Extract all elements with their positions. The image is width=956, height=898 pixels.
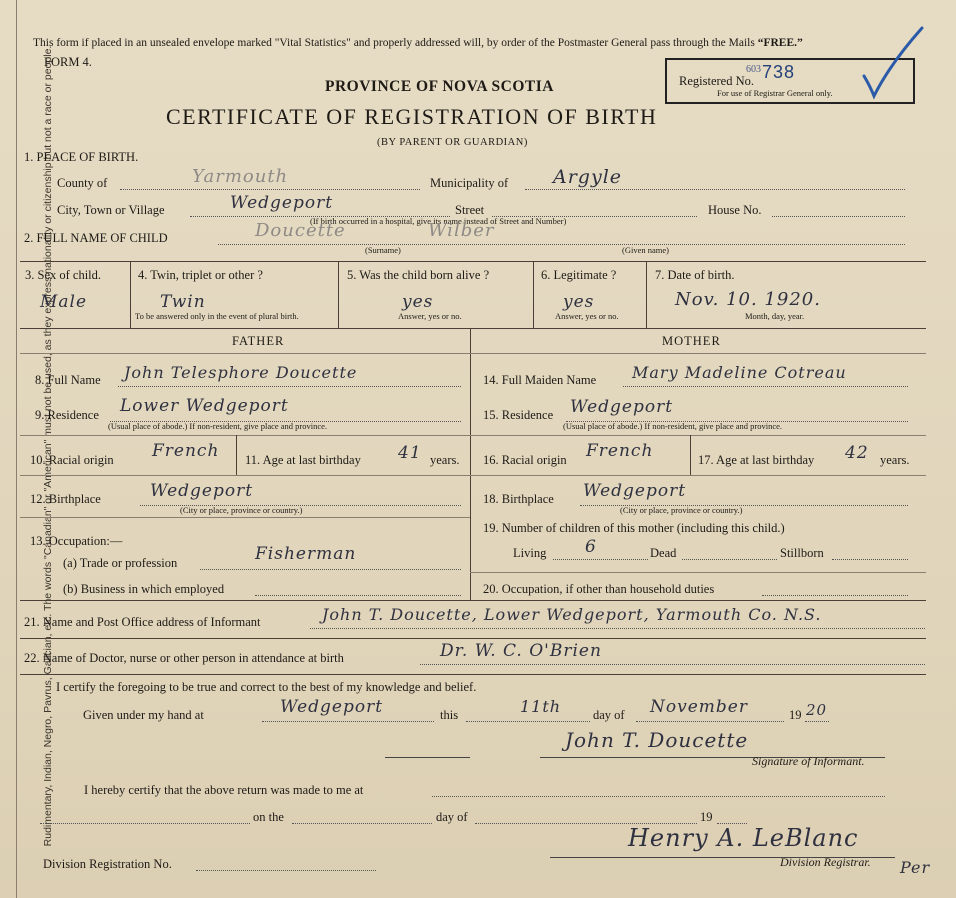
division-registration-label: Division Registration No. — [43, 857, 172, 871]
father-residence-note: (Usual place of abode.) If non-resident, give place and province. — [108, 421, 328, 431]
dob-label: 7. Date of birth. — [655, 268, 735, 282]
registered-overwrite: 603 — [746, 64, 761, 75]
mother-racial-label: 16. Racial origin — [483, 453, 567, 467]
father-birthplace-note: (City or place, province or country.) — [180, 505, 303, 515]
mother-name-value: Mary Madeline Cotreau — [632, 363, 847, 382]
registered-label: Registered No. — [679, 74, 754, 88]
dead-label: Dead — [650, 546, 677, 560]
mother-racial-value: French — [586, 441, 654, 461]
given-place-value: Wedgeport — [280, 697, 384, 717]
registered-number: 738 — [762, 62, 796, 82]
county-label: County of — [57, 176, 108, 190]
postal-notice: This form if placed in an unsealed envelope marked "Vital Statistics" and properly addressed will, by order of the Postmaster General pass through the Mails “FREE.” — [33, 37, 803, 49]
given-caption: (Given name) — [622, 245, 669, 255]
living-label: Living — [513, 546, 547, 560]
legitimate-label: 6. Legitimate ? — [541, 268, 617, 282]
father-racial-value: French — [152, 441, 220, 461]
hospital-note: (If birth occurred in a hospital, give its name instead of Street and Number) — [310, 216, 567, 226]
mother-birthplace-label: 18. Birthplace — [483, 492, 554, 506]
mother-residence-value: Wedgeport — [570, 397, 674, 417]
alive-label: 5. Was the child born alive ? — [347, 268, 490, 282]
mother-age-label: 17. Age at last birthday — [698, 453, 815, 467]
city-label: City, Town or Village — [57, 203, 165, 217]
father-age-value: 41 — [398, 443, 422, 463]
father-residence-label: 9. Residence — [35, 408, 99, 422]
mother-birthplace-note: (City or place, province or country.) — [620, 505, 743, 515]
mother-years-label: years. — [880, 453, 910, 467]
twin-label: 4. Twin, triplet or other ? — [138, 268, 263, 282]
place-of-birth-label: 1. PLACE OF BIRTH. — [24, 150, 139, 164]
registrar-signature-caption: Division Registrar. — [780, 855, 871, 869]
margin-rule — [16, 0, 17, 898]
father-birthplace-label: 12. Birthplace — [30, 492, 101, 506]
father-birthplace-value: Wedgeport — [150, 481, 254, 501]
registrar-note: For use of Registrar General only. — [717, 88, 833, 98]
form-number: FORM 4. — [44, 55, 92, 69]
trade-label: (a) Trade or profession — [63, 556, 178, 570]
municipality-value: Argyle — [553, 166, 623, 188]
given-under-label: Given under my hand at — [83, 708, 204, 722]
father-heading: FATHER — [232, 334, 285, 348]
alive-value: yes — [402, 292, 434, 312]
day-of-label: day of — [593, 708, 625, 722]
father-residence-value: Lower Wedgeport — [120, 396, 289, 416]
mother-birthplace-value: Wedgeport — [583, 481, 687, 501]
dob-value: Nov. 10. 1920. — [675, 289, 821, 310]
informant-value: John T. Doucette, Lower Wedgeport, Yarmouth Co. N.S. — [322, 605, 822, 624]
living-value: 6 — [585, 537, 597, 557]
sex-label: 3. Sex of child. — [25, 268, 102, 282]
informant-signature: John T. Doucette — [565, 728, 749, 752]
occupation-label: 13. Occupation:— — [30, 534, 123, 548]
page-subtitle: (BY PARENT OR GUARDIAN) — [377, 137, 528, 148]
legitimate-value: yes — [563, 292, 595, 312]
certification-statement: I certify the foregoing to be true and correct to the best of my knowledge and belief. — [56, 680, 477, 694]
house-label: House No. — [708, 203, 762, 217]
checkmark-icon — [850, 24, 930, 114]
father-age-label: 11. Age at last birthday — [245, 453, 361, 467]
legitimate-note: Answer, yes or no. — [555, 311, 619, 321]
year-prefix: 19 — [789, 708, 802, 722]
child-surname-value: Doucette — [255, 220, 346, 241]
province-heading: PROVINCE OF NOVA SCOTIA — [325, 78, 554, 95]
doctor-value: Dr. W. C. O'Brien — [440, 641, 602, 661]
stillborn-label: Stillborn — [780, 546, 824, 560]
business-label: (b) Business in which employed — [63, 582, 225, 596]
children-count-label: 19. Number of children of this mother (including this child.) — [483, 521, 785, 535]
sex-value: Male — [40, 292, 88, 312]
informant-label: 21. Name and Post Office address of Informant — [24, 615, 261, 629]
page-title: CERTIFICATE OF REGISTRATION OF BIRTH — [166, 104, 658, 129]
trade-value: Fisherman — [255, 544, 357, 564]
alive-note: Answer, yes or no. — [398, 311, 462, 321]
father-name-value: John Telesphore Doucette — [124, 363, 358, 382]
father-racial-label: 10. Racial origin — [30, 453, 114, 467]
side-margin-note: Rudimentary, Indian, Negro, Pavrus, Gallcian, etc. The words "Canadian" or "American" must not be used, as they express nationality or citizenship but not a race or people. — [42, 45, 54, 847]
mother-residence-note: (Usual place of abode.) If non-resident, give place and province. — [563, 421, 783, 431]
municipality-label: Municipality of — [430, 176, 509, 190]
street-label: Street — [455, 203, 485, 217]
mother-residence-label: 15. Residence — [483, 408, 554, 422]
twin-value: Twin — [160, 292, 206, 312]
doctor-label: 22. Name of Doctor, nurse or other person in attendance at birth — [24, 651, 344, 665]
informant-signature-caption: Signature of Informant. — [752, 754, 865, 768]
day-value: 11th — [520, 697, 562, 716]
twin-note: To be answered only in the event of plural birth. — [135, 311, 299, 321]
father-name-label: 8. Full Name — [35, 373, 101, 387]
registrar-signature: Henry A. LeBlanc — [628, 824, 859, 852]
child-given-value: Wilber — [428, 220, 495, 241]
month-value: November — [650, 697, 748, 717]
child-name-label: 2. FULL NAME OF CHILD — [24, 231, 168, 245]
father-years-label: years. — [430, 453, 460, 467]
year-value: 20 — [806, 701, 828, 719]
city-value: Wedgeport — [230, 193, 334, 213]
on-the-label: on the — [253, 810, 284, 824]
registrar-year-prefix: 19 — [700, 810, 713, 824]
registrar-day-of-label: day of — [436, 810, 468, 824]
surname-caption: (Surname) — [365, 245, 401, 255]
registrar-statement: I hereby certify that the above return was made to me at — [84, 783, 364, 797]
mother-name-label: 14. Full Maiden Name — [483, 373, 597, 387]
dob-note: Month, day, year. — [745, 311, 805, 321]
mother-heading: MOTHER — [662, 334, 721, 348]
mother-age-value: 42 — [845, 443, 869, 463]
county-value: Yarmouth — [192, 166, 289, 187]
mother-occupation-label: 20. Occupation, if other than household duties — [483, 582, 715, 596]
this-label: this — [440, 708, 459, 722]
registrar-per: Per — [900, 858, 931, 877]
